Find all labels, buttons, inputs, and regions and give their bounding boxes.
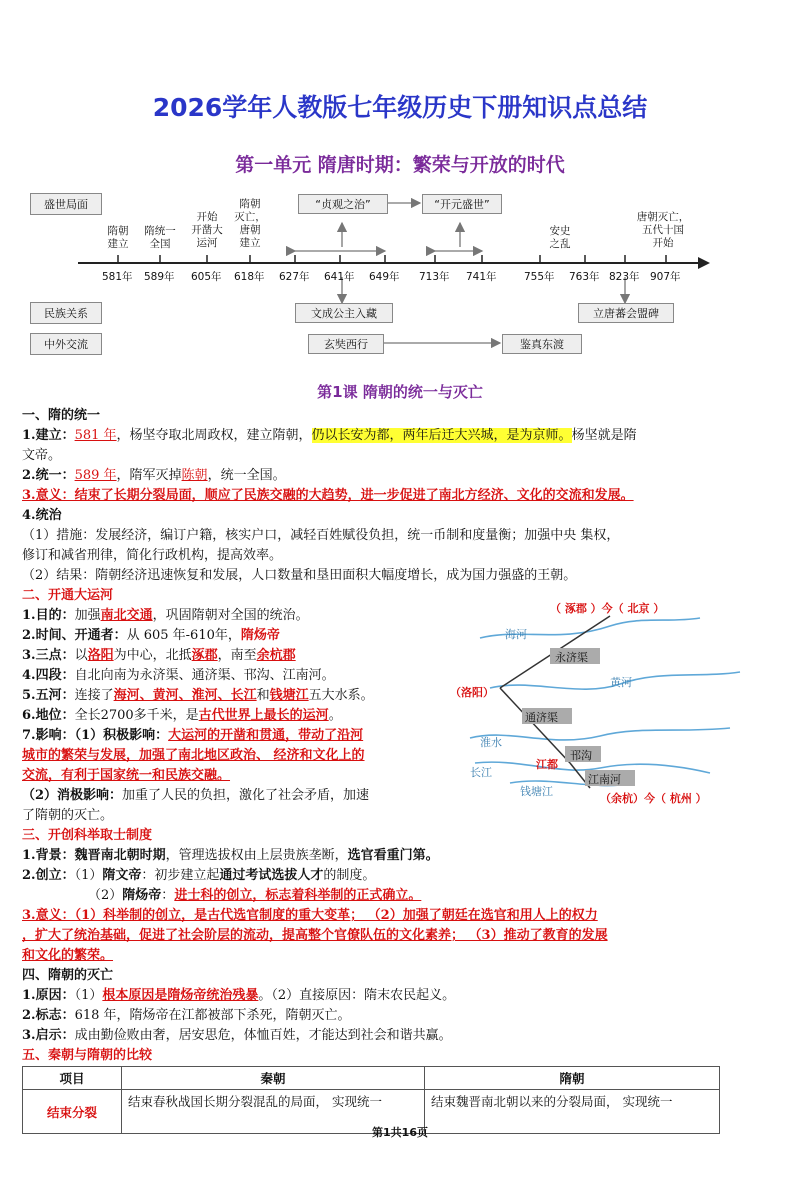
sec3-significance-cont1: ，扩大了统治基础，促进了社会阶层的流动，提高整个官僚队伍的文化素养； （3）推动了教育的发展 (22, 928, 608, 943)
map-huaishui: 淮水 (480, 736, 502, 749)
map-luoyang: （洛阳） (450, 686, 494, 699)
sec5-heading: 五、秦朝与隋朝的比较 (22, 1048, 153, 1063)
sec1-measures: （1）措施：发展经济，编订户籍，核实户口，减轻百姓赋役负担，统一币制和度量衡；加强中央 集权， (22, 528, 620, 543)
map-haihe: 海河 (505, 628, 527, 641)
sec2-negative-cont: 了隋朝的灭亡。 (22, 808, 114, 823)
sec3-heading: 三、开创科举取士制度 (22, 828, 153, 843)
year-907: 907年 (650, 271, 681, 283)
sec2-purpose: 1.目的：加强南北交通，巩固隋朝对全国的统治。 (22, 608, 309, 623)
year-627: 627年 (279, 271, 310, 283)
map-zhuojun: （ 涿郡 ）今（ 北京 ） (550, 602, 665, 615)
table-cell: 结束魏晋南北朝以来的分裂局面， 实现统一 (425, 1090, 720, 1134)
table-cell: 结束分裂 (23, 1090, 122, 1134)
era-zhenguan: “贞观之治” (298, 194, 388, 214)
map-hangou: 邗沟 (570, 749, 592, 762)
document-title: 2026学年人教版七年级历史下册知识点总结 (152, 93, 648, 122)
map-changjiang: 长江 (470, 766, 492, 779)
sec2-points: 3.三点：以洛阳为中心，北抵涿郡，南至余杭郡 (22, 648, 296, 663)
lesson-title: 第1课 隋朝的统一与灭亡 (317, 383, 483, 401)
sec3-founding: 2.创立：（1）隋文帝：初步建立起通过考试选拔人才的制度。 (22, 868, 376, 883)
sec2-negative: （2）消极影响：加重了人民的负担，激化了社会矛盾，加速 (22, 788, 370, 803)
sec3-significance-cont2: 和文化的繁荣。 (22, 948, 114, 963)
sec1-measures-cont: 修订和减省刑律，简化行政机构，提高效率。 (22, 548, 283, 563)
canal-map (450, 598, 770, 808)
event-canal-start: 开始 开凿大 运河 (191, 211, 223, 249)
sec4-sign: 2.标志：618 年，隋炀帝在江都被部下杀死，隋朝灭亡。 (22, 1008, 351, 1023)
sec1-heading: 一、隋的统一 (22, 408, 101, 423)
event-tangbo-stele: 立唐蕃会盟碑 (578, 303, 674, 323)
sec1-significance: 3.意义：结束了长期分裂局面，顺应了民族交融的大趋势，进一步促进了南北方经济、文化的交流和发展。 (22, 488, 634, 503)
map-yongji: 永济渠 (555, 651, 588, 664)
sec4-cause: 1.原因：（1）根本原因是隋炀帝统治残暴。（2）直接原因：隋末农民起义。 (22, 988, 456, 1003)
sec2-impact: 7.影响：（1）积极影响：大运河的开凿和贯通，带动了沿河 (22, 728, 364, 743)
sec3-significance: 3.意义：（1）科举制的创立，是古代选官制度的重大变革； （2）加强了朝廷在选官和用人上的权力 (22, 908, 598, 923)
sec2-sections: 4.四段：自北向南为永济渠、通济渠、邗沟、江南河。 (22, 668, 335, 683)
sec2-rivers: 5.五河：连接了海河、黄河、淮河、长江和钱塘江五大水系。 (22, 688, 374, 703)
sec1-line1: 1.建立：581 年，杨坚夺取北周政权，建立隋朝，仍以长安为都，两年后迁大兴城，是为京师。杨坚就是隋 (22, 428, 637, 443)
year-605: 605年 (191, 271, 222, 283)
map-jiangnan: 江南河 (588, 773, 621, 786)
event-wencheng: 文成公主入藏 (295, 303, 393, 323)
event-jianzhen: 鉴真东渡 (502, 334, 582, 354)
event-sui-founded: 隋朝 建立 (107, 225, 129, 250)
sec1-result: （2）结果：隋朝经济迅速恢复和发展，人口数量和垦田面积大幅度增长，成为国力强盛的王朝。 (22, 568, 577, 583)
map-yuhang: （余杭）今（ 杭州 ） (600, 792, 707, 805)
year-649: 649年 (369, 271, 400, 283)
sec2-heading: 二、开通大运河 (22, 588, 114, 603)
row-label-foreign: 中外交流 (30, 333, 102, 355)
row-label-ethnic: 民族关系 (30, 302, 102, 324)
year-713: 713年 (419, 271, 450, 283)
map-huanghe: 黄河 (610, 676, 632, 689)
year-589: 589年 (144, 271, 175, 283)
year-741: 741年 (466, 271, 497, 283)
map-qiantang: 钱塘江 (520, 785, 553, 798)
year-618: 618年 (234, 271, 265, 283)
sec2-impact-cont2: 交流，有利于国家统一和民族交融。 (22, 768, 231, 783)
table-header-row (23, 1067, 720, 1090)
sec2-status: 6.地位：全长2700多千米，是古代世界上最长的运河。 (22, 708, 342, 723)
page-footer: 第1共16页 (372, 1126, 428, 1139)
table-header: 秦朝 (122, 1067, 425, 1090)
map-jiangdu: 江都 (536, 758, 558, 771)
unit-title: 第一单元 隋唐时期：繁荣与开放的时代 (235, 154, 565, 176)
year-823: 823年 (609, 271, 640, 283)
event-tang-fall: 唐朝灭亡， 五代十国 开始 (636, 211, 690, 249)
event-sui-unify: 隋统一 全国 (144, 225, 176, 250)
event-anshi: 安史 之乱 (549, 225, 571, 250)
sec1-line2: 2.统一：589 年，隋军灭掉陈朝，统一全国。 (22, 468, 286, 483)
table-cell: 结束春秋战国长期分裂混乱的局面， 实现统一 (122, 1090, 425, 1134)
map-tongji: 通济渠 (525, 711, 558, 724)
row-label-prosperity: 盛世局面 (30, 193, 102, 215)
sec1-line1-cont: 文帝。 (22, 448, 62, 463)
sec2-impact-cont1: 城市的繁荣与发展，加强了南北地区政治、 经济和文化上的 (22, 748, 365, 763)
timeline-diagram (30, 185, 770, 365)
sec3-founding-2: （2）隋炀帝：进士科的创立，标志着科举制的正式确立。 (88, 888, 422, 903)
event-xuanzang: 玄奘西行 (308, 334, 384, 354)
year-755: 755年 (524, 271, 555, 283)
event-sui-fall: 隋朝 灭亡， 唐朝 建立 (234, 198, 266, 249)
year-581: 581年 (102, 271, 133, 283)
table-header: 项目 (23, 1067, 122, 1090)
sec1-rule-heading: 4.统治 (22, 508, 62, 523)
year-763: 763年 (569, 271, 600, 283)
sec4-heading: 四、隋朝的灭亡 (22, 968, 114, 983)
year-641: 641年 (324, 271, 355, 283)
sec3-background: 1.背景：魏晋南北朝时期，管理选拔权由上层贵族垄断，选官看重门第。 (22, 848, 439, 863)
sec4-lesson: 3.启示：成由勤俭败由奢，居安思危，体恤百姓，才能达到社会和谐共赢。 (22, 1028, 452, 1043)
sec2-time: 2.时间、开通者：从 605 年-610年，隋炀帝 (22, 628, 280, 643)
era-kaiyuan: “开元盛世” (422, 194, 502, 214)
table-header: 隋朝 (425, 1067, 720, 1090)
